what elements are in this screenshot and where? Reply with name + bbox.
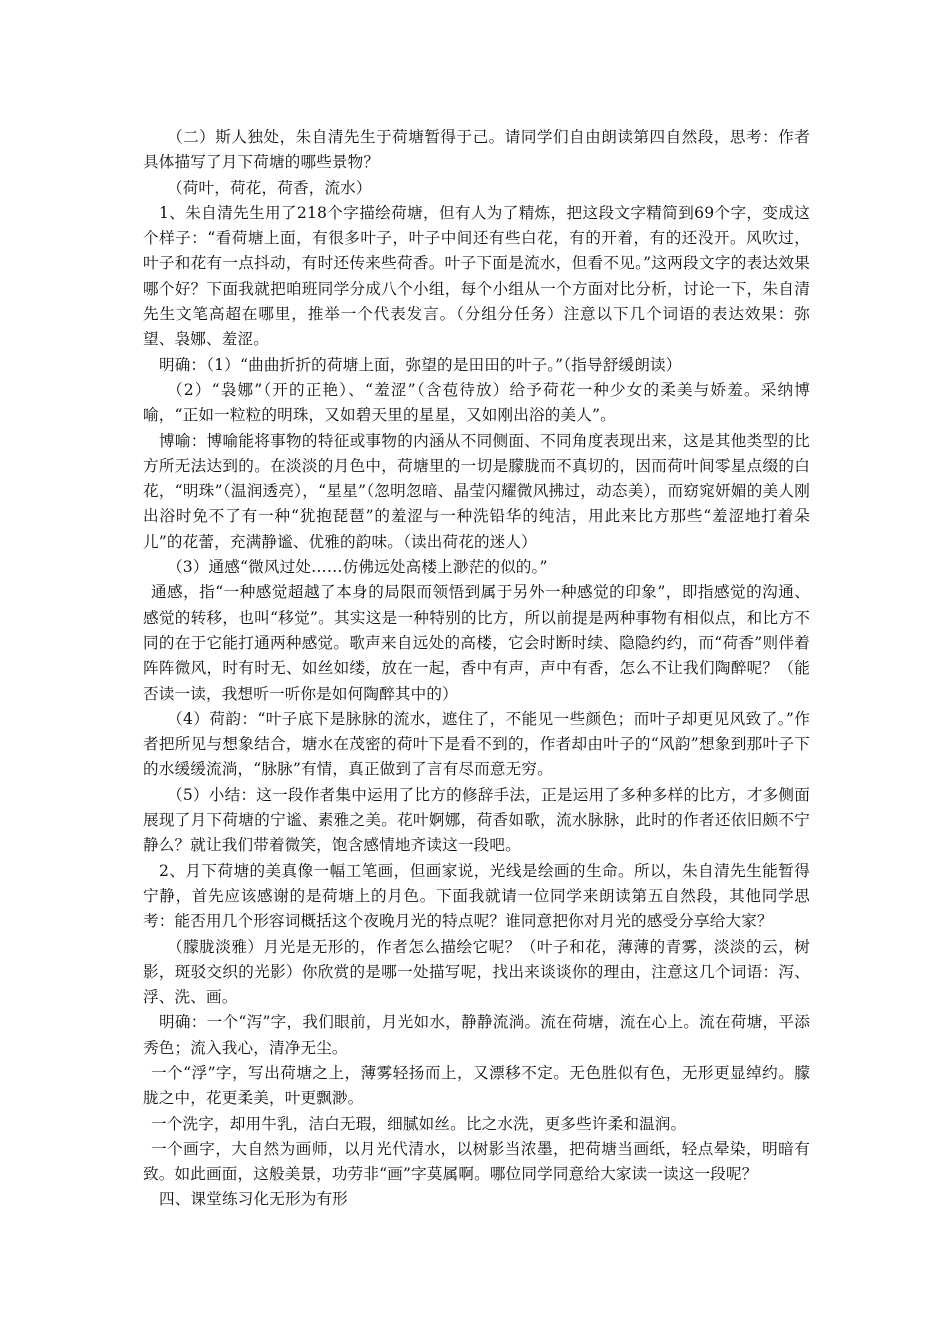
paragraph-word-fu: 一个“浮”字，写出荷塘之上，薄雾轻扬而上，又漂移不定。无色胜似有色，无形更显绰约。朦胧之中，花更柔美，叶更飘渺。 (143, 1063, 810, 1108)
paragraph-clarify-2: （2）“袅娜”（开的正艳）、“羞涩”（含苞待放）给予荷花一种少女的柔美与娇羞。采纳博喻，“正如一粒粒的明珠，又如碧天里的星星，又如刚出浴的美人”。 (143, 380, 810, 425)
paragraph-word-xi: 一个洗字，却用牛乳，洁白无瑕，细腻如丝。比之水洗，更多些许柔和温润。 (151, 1114, 687, 1133)
paragraph-comparison-task: 1、朱自清先生用了218个字描绘荷塘，但有人为了精炼，把这段文字精简到69个字，变成这个样子：“看荷塘上面，有很多叶子，叶子中间还有些白花，有的开着，有的还没开。风吹过，叶子和花有一点抖动，有时还传来些荷香。叶子下面是流水，但看不见。”这两段文字的表达效果哪个好？下面我就把咱班同学分成八个小组，每个小组从一个方面对比分析，讨论一下，朱自清先生文笔高超在哪里，推举一个代表发言。（分组分任务）注意以下几个词语的表达效果：弥望、袅娜、羞涩。 (143, 203, 810, 349)
paragraph-moonlight-task: 2、月下荷塘的美真像一幅工笔画，但画家说，光线是绘画的生命。所以，朱自清先生能暂得宁静，首先应该感谢的是荷塘上的月色。下面我就请一位同学来朗读第五自然段，其他同学思考：能否用几个形容词概括这个夜晚月光的特点呢？谁同意把你对月光的感受分享给大家？ (143, 861, 810, 931)
paragraph-word-hua: 一个画字，大自然为画师，以月光代清水，以树影当浓墨，把荷塘当画纸，轻点晕染，明暗有致。如此画面，这般美景，功劳非“画”字莫属啊。哪位同学同意给大家读一读这一段呢？ (143, 1139, 810, 1184)
paragraph-synesthesia: 通感，指“一种感觉超越了本身的局限而领悟到属于另外一种感觉的印象”，即指感觉的沟通、感觉的转移，也叫“移觉”。其实这是一种特别的比方，所以前提是两种事物有相似点，和比方不同的在于它能打通两种感觉。歌声来自远处的高楼，它会时断时续、隐隐约约，而“荷香”则伴着阵阵微风，时有时无、如丝如缕，放在一起，香中有声，声中有香，怎么不让我们陶醉呢？（能否读一读，我想听一听你是如何陶醉其中的） (143, 583, 810, 703)
paragraph-scenery-answer: （荷叶，荷花，荷香，流水） (167, 178, 372, 197)
paragraph-task-two: （二）斯人独处，朱自清先生于荷塘暂得于己。请同学们自由朗读第四自然段，思考：作者具体描写了月下荷塘的哪些景物？ (143, 128, 810, 172)
paragraph-extended-metaphor: 博喻：博喻能将事物的特征或事物的内涵从不同侧面、不同角度表现出来，这是其他类型的比方所无法达到的。在淡淡的月色中，荷塘里的一切是朦胧而不真切的，因而荷叶间零星点缀的白花，“明珠”（温润透亮），“星星”（忽明忽暗、晶莹闪耀微风拂过，动态美），而窈窕妍媚的美人刚出浴时免不了有一种“犹抱琵琶”的羞涩与一种洗铅华的纯洁，用此来比方那些“羞涩地打着朵儿”的花蕾，充满静谧、优雅的韵味。（读出荷花的迷人） (143, 431, 810, 551)
section-heading-exercise: 四、课堂练习化无形为有形 (159, 1190, 348, 1209)
paragraph-lotus-charm: （4）荷韵：“叶子底下是脉脉的流水，遮住了，不能见一些颜色；而叶子却更见风致了。”作者把所见与想象结合，塘水在茂密的荷叶下是看不到的，作者却由叶子的“风韵”想象到那叶子下的水缓缓流淌，“脉脉”有情，真正做到了言有尽而意无穷。 (143, 709, 810, 779)
document-page (143, 125, 810, 1213)
paragraph-moonlight-answer: （朦胧淡雅）月光是无形的，作者怎么描绘它呢？（叶子和花，薄薄的青雾，淡淡的云，树影，斑驳交织的光影）你欣赏的是哪一处描写呢，找出来谈谈你的理由，注意这几个词语：泻、浮、洗、画。 (143, 937, 810, 1007)
paragraph-word-xie: 明确：一个“泻”字，我们眼前，月光如水，静静流淌。流在荷塘，流在心上。流在荷塘，平添秀色；流入我心，清净无尘。 (143, 1013, 810, 1057)
paragraph-summary: （5）小结：这一段作者集中运用了比方的修辞手法，正是运用了多种多样的比方，才多侧面展现了月下荷塘的宁谧、素雅之美。花叶婀娜，荷香如歌，流水脉脉，此时的作者还依旧颇不宁静么？就让我们带着微笑，饱含感情地齐读这一段吧。 (143, 785, 810, 855)
paragraph-synesthesia-heading: （3）通感“微风过处……仿佛远处高楼上渺茫的似的。” (167, 558, 548, 577)
paragraph-clarify-1: 明确：（1）“曲曲折折的荷塘上面，弥望的是田田的叶子。”（指导舒缓朗读） (159, 355, 682, 374)
